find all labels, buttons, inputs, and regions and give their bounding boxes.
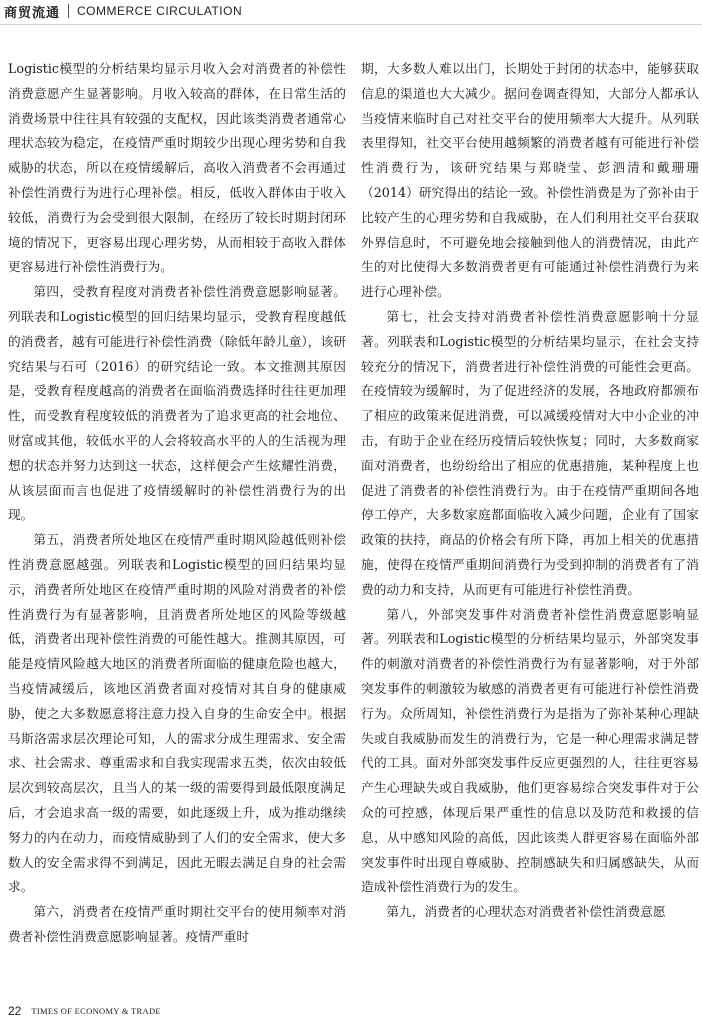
paragraph: 第七，社会支持对消费者补偿性消费意愿影响十分显著。列联表和Logistic模型的分析结果均显示，在社会支持较充分的情况下，消费者进行补偿性消费的可能性会更高。在疫情较为缓解时，为了促进经济的发展，各地政府都颁布了相应的政策来促进消费，可以减缓疫情对大中小企业的冲击，有助于企业在经历疫情后较快恢复；同时，大多数商家面对消费者，也纷纷给出了相应的优惠措施，某种程度上也促进了消费者的补偿性消费行为。由于在疫情严重期间各地停工停产，大多数家庭都面临收入减少问题，企业有了国家政策的扶持，商品的价格会有所下降，再加上相关的优惠措施，使得在疫情严重期间消费行为受到抑制的消费者有了消费的动力和支持，从而更有可能进行补偿性消费。	[361, 308, 699, 597]
header-rule	[0, 24, 702, 25]
journal-name: TIMES OF ECONOMY & TRADE	[31, 1006, 161, 1016]
page-footer	[0, 1001, 702, 1021]
paragraph: 第四，受教育程度对消费者补偿性消费意愿影响显著。列联表和Logistic模型的回归结果均显示，受教育程度越低的消费者，越有可能进行补偿性消费（除低年龄儿童），该研究结果与石可（2016）的研究结论一致。本文推测其原因是，受教育程度越高的消费者在面临消费选择时往往更加理性，而受教育程度较低的消费者为了追求更高的社会地位、财富或其他，较低水平的人会将较高水平的人的生活视为理想的状态并努力达到这一状态，这样便会产生炫耀性消费，从该层面而言也促进了疫情缓解时的补偿性消费行为的出现。	[8, 284, 346, 523]
running-header	[0, 0, 250, 22]
paragraph: 第六，消费者在疫情严重时期社交平台的使用频率对消费者补偿性消费意愿影响显著。疫情严重时	[8, 904, 346, 944]
paragraph: 期，大多数人难以出门，长期处于封闭的状态中，能够获取信息的渠道也大大减少。据问卷调查得知，大部分人都承认当疫情来临时自己对社交平台的使用频率大大提升。从列联表里得知，社交平台使用越频繁的消费者越有可能进行补偿性消费行为，该研究结果与郑晓莹、彭泗清和戴珊珊（2014）研究得出的结论一致。补偿性消费是为了弥补由于比较产生的心理劣势和自我威胁，在人们利用社交平台获取外界信息时，不可避免地会接触到他人的消费情况，由此产生的对比使得大多数消费者更有可能通过补偿性消费行为来进行心理补偿。	[361, 61, 699, 300]
paragraph: Logistic模型的分析结果均显示月收入会对消费者的补偿性消费意愿产生显著影响。月收入较高的群体，在日常生活的消费场景中往往具有较强的支配权，因此该类消费者通常心理状态较为稳定，在疫情严重时期较少出现心理劣势和自我威胁的状态，所以在疫情缓解后，高收入消费者不会再通过补偿性消费行为进行心理补偿。相反，低收入群体由于收入较低，消费行为会受到很大限制，在经历了较长时期封闭环境的情况下，更容易出现心理劣势，从而相较于高收入群体更容易进行补偿性消费行为。	[8, 61, 346, 275]
paragraph: 第五，消费者所处地区在疫情严重时期风险越低则补偿性消费意愿越强。列联表和Logistic模型的回归结果均显示，消费者所处地区在疫情严重时期的风险对消费者的补偿性消费行为有显著影响，且消费者所处地区的风险等级越低，消费者出现补偿性消费的可能性越大。推测其原因，可能是疫情风险越大地区的消费者所面临的健康危险也越大，当疫情减缓后，该地区消费者面对疫情对其自身的健康威胁，使之大多数愿意将注意力投入自身的生命安全中。根据马斯洛需求层次理论可知，人的需求分成生理需求、安全需求、社会需求、尊重需求和自我实现需求五类，依次由较低层次到较高层次，且当人的某一级的需要得到最低限度满足后，才会追求高一级的需要，如此逐级上升，成为推动继续努力的内在动力，而疫情威胁到了人们的安全需求，使大多数人的安全需求得不到满足，因此无暇去满足自身的社会需求。	[8, 532, 346, 895]
section-title-en: COMMERCE CIRCULATION	[77, 4, 243, 18]
section-title-zh: 商贸流通	[4, 5, 61, 21]
page-number: 22	[8, 1004, 22, 1018]
right-column	[361, 57, 699, 925]
paragraph: 第九，消费者的心理状态对消费者补偿性消费意愿	[386, 904, 666, 920]
left-column	[8, 57, 346, 950]
paragraph: 第八，外部突发事件对消费者补偿性消费意愿影响显著。列联表和Logistic模型的分析结果均显示，外部突发事件的刺激对消费者的补偿性消费行为有显著影响，对于外部突发事件的刺激较为敏感的消费者更有可能进行补偿性消费行为。众所周知，补偿性消费行为是指为了弥补某种心理缺失或自我威胁而发生的消费行为，它是一种心理需求满足替代的工具。面对外部突发事件反应更强烈的人，往往更容易产生心理缺失或自我威胁，他们更容易综合突发事件对于公众的可控感，体现后果严重性的信息以及防范和救援的信息，从中感知风险的高低，因此该类人群更容易在面临外部突发事件时出现自尊威胁、控制感缺失和归属感缺失，从而造成补偿性消费行为的发生。	[361, 606, 699, 895]
